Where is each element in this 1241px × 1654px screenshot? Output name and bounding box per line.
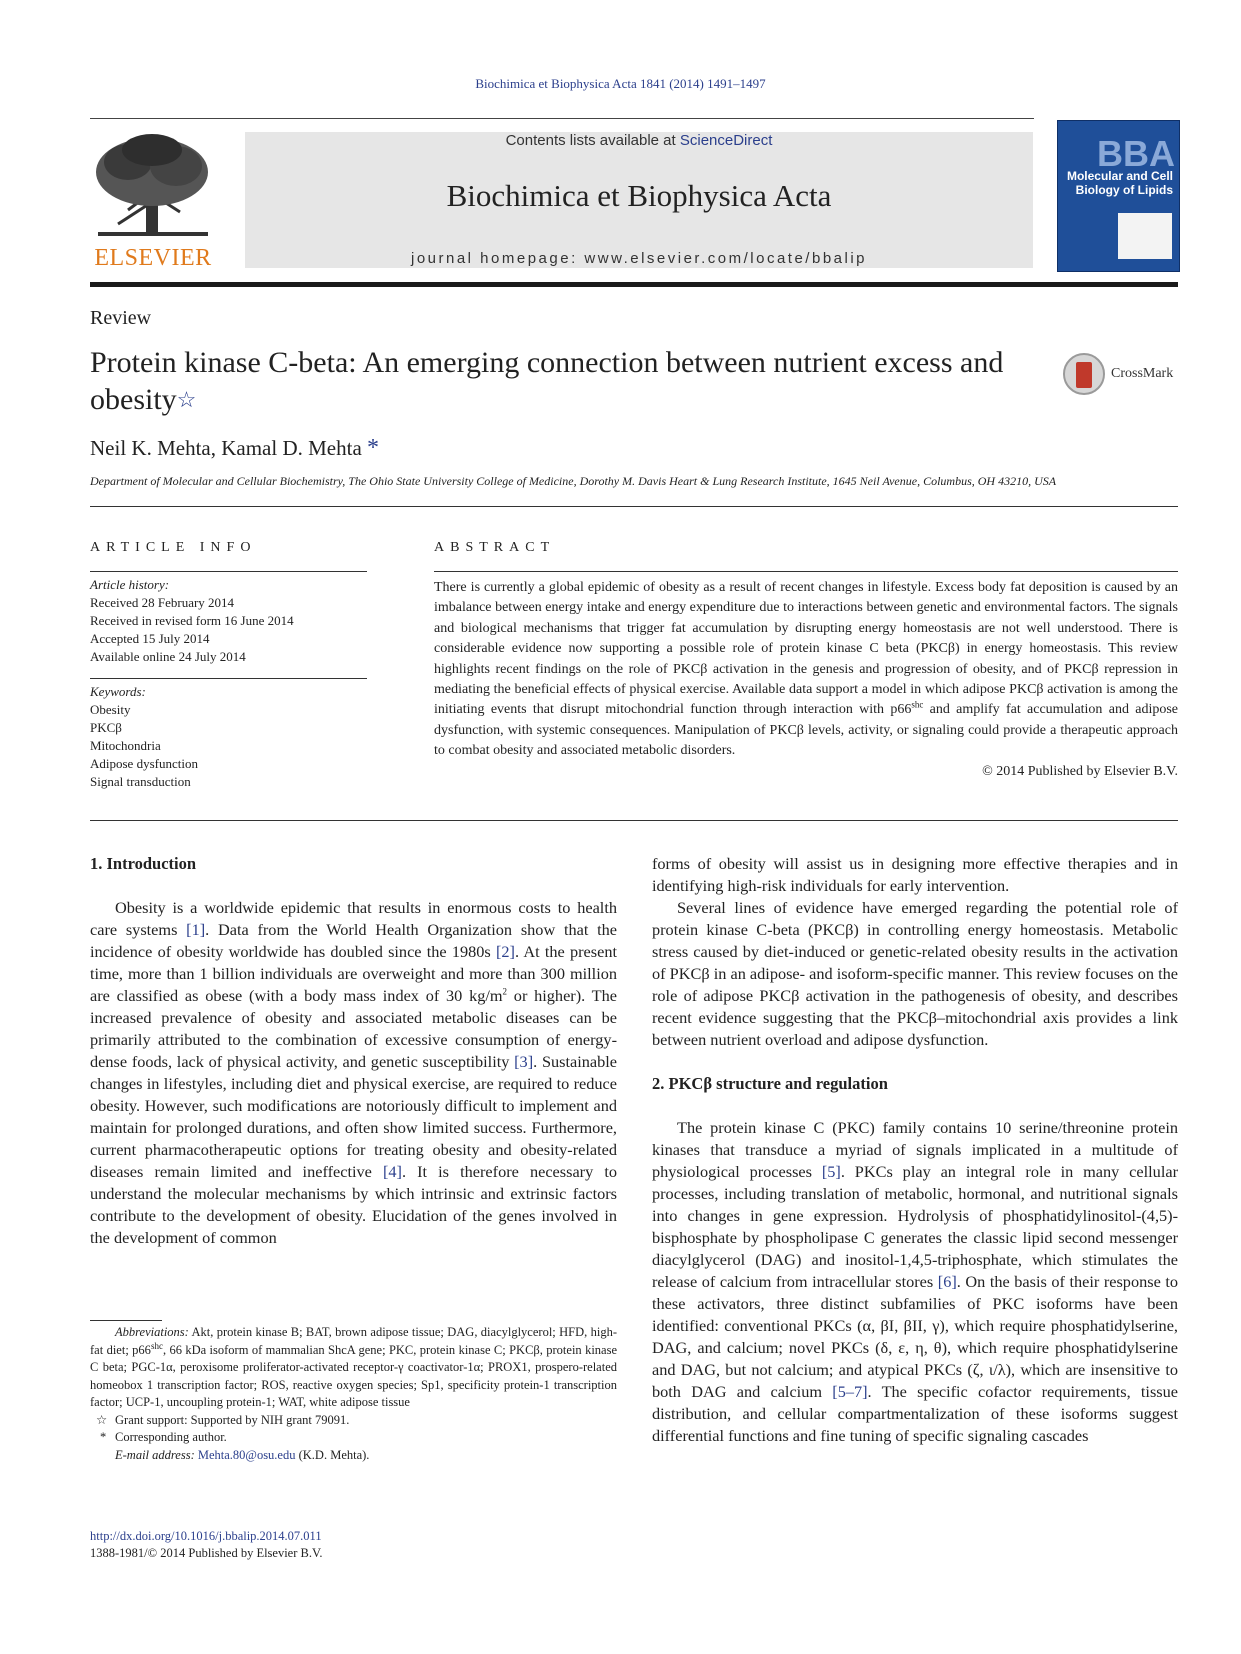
- history-item: Received 28 February 2014: [90, 595, 235, 610]
- grant-footnote: ☆ Grant support: Supported by NIH grant 79091.: [96, 1412, 350, 1427]
- authors-text: Neil K. Mehta, Kamal D. Mehta: [90, 436, 362, 460]
- email-footnote: E-mail address: Mehta.80@osu.edu (K.D. Mehta).: [115, 1447, 370, 1462]
- corresponding-footnote: * Corresponding author.: [100, 1430, 227, 1444]
- sciencedirect-link[interactable]: ScienceDirect: [679, 132, 773, 149]
- abstract-rule: [434, 571, 1178, 572]
- abstract-body: [434, 578, 1178, 782]
- article-type: Review: [90, 307, 152, 329]
- crossmark-icon: [1063, 353, 1105, 395]
- history-item: Available online 24 July 2014: [90, 649, 246, 664]
- cover-abbrev: BBA: [1097, 133, 1175, 174]
- keyword: Adipose dysfunction: [90, 756, 198, 771]
- crossmark-label: CrossMark: [1111, 366, 1174, 381]
- reference-link[interactable]: [5]: [821, 1162, 841, 1181]
- article-info-heading: ARTICLE INFO: [90, 540, 257, 555]
- email-link[interactable]: Mehta.80@osu.edu: [197, 1447, 296, 1462]
- journal-homepage[interactable]: journal homepage: www.elsevier.com/locate/bbalip: [410, 250, 868, 267]
- abstract-sup: shc: [911, 699, 924, 710]
- history-item: Received in revised form 16 June 2014: [90, 613, 294, 628]
- paragraph-continued: forms of obesity will assist us in designing more effective therapies and in identifying high-risk individuals for early intervention.: [652, 854, 1178, 895]
- elsevier-wordmark: ELSEVIER: [94, 245, 212, 271]
- keywords: [90, 683, 370, 791]
- abbreviations-footnote: Abbreviations: Akt, protein kinase B; BAT, brown adipose tissue; DAG, diacylglycerol; HFD, high-fat diet; $p66^{shc}$, 66 kDa isoform of mammalian ShcA gene; PKC, protein kinase C; PKCβ, protein kinase C beta; PGC-1α, peroxisome proliferator-activated receptor-γ coactivator-1α; PROX1, prospero-related homeobox 1 transcription factor; ROS, reactive oxygen species; Sp1, specificity protein-1 transcription factor; UCP-1, uncoupling protein-1; WAT, white adipose tissue: [90, 1325, 617, 1409]
- cover-figure: [1118, 213, 1172, 259]
- reference-link[interactable]: [5–7]: [832, 1382, 868, 1401]
- header-rule: [90, 118, 1034, 119]
- author-list: [90, 435, 379, 462]
- page-footer: [90, 1528, 323, 1562]
- keyword: Obesity: [90, 702, 131, 717]
- abstract-heading: ABSTRACT: [434, 540, 556, 555]
- doi-link[interactable]: http://dx.doi.org/10.1016/j.bbalip.2014.07.011: [90, 1529, 322, 1543]
- paragraph: Obesity is a worldwide epidemic that results in enormous costs to health care systems [1]. Data from the World Health Organization show that the incidence of obesity worldwide has doubled since the 1980s [2]. At the present time, more than 1 billion individuals are overweight and more than 300 million are classified as obese (with a body mass index of 30 $kg/m^2$ or higher). The increased prevalence of obesity and associated metabolic diseases can be primarily attributed to the combination of excessive consumption of energy-dense foods, lack of physical activity, and genetic susceptibility [3]. Sustainable changes in lifestyles, including diet and physical exercise, are required to reduce obesity. However, such modifications are notoriously difficult to implement and maintain for prolonged durations, and often show limited success. Furthermore, current pharmacotherapeutic options for treating obesity and obesity-related diseases remain limited and ineffective [4]. It is therefore necessary to understand the molecular mechanisms by which intrinsic and extrinsic factors contribute to the development of obesity. Elucidation of the genes involved in the development of common: [90, 898, 618, 1247]
- keyword: PKCβ: [90, 720, 122, 735]
- paragraph: Several lines of evidence have emerged regarding the potential role of protein kinase C-beta (PKCβ) in controlling energy homeostasis. Metabolic stress caused by diet-induced or genetic-related obesity results in the activation of PKCβ in an adipose- and isoform-specific manner. This review focuses on the role of adipose PKCβ activation in the pathogenesis of obesity, and describes recent evidence suggesting that the PKCβ–mitochondrial axis provides a link between nutrient overload and adipose dysfunction.: [652, 898, 1178, 1049]
- abstract-text: There is currently a global epidemic of obesity as a result of recent changes in lifestyle. Excess body fat deposition is caused by an imbalance between energy intake and energy expenditure due to interactions between genetic and environmental factors. The signals and biological mechanisms that trigger fat accumulation by disrupting energy homeostasis are not well understood. There is considerable evidence now supporting a possible role of protein kinase C beta (PKCβ) in energy homeostasis. This review highlights recent findings on the role of PKCβ activation in the genesis and progression of obesity, and of PKCβ repression in mediating the beneficial effects of physical exercise. Available data support a model in which adipose PKCβ activation is among the initiating events that disrupt mitochondrial function through interaction with p66: [434, 580, 1178, 718]
- footnotes: [90, 1324, 617, 1464]
- keyword: Signal transduction: [90, 774, 191, 789]
- journal-banner: [245, 132, 1033, 268]
- journal-cover[interactable]: [1057, 120, 1180, 272]
- keyword: Mitochondria: [90, 738, 161, 753]
- article-title-text: Protein kinase C-beta: An emerging connection between nutrient excess and obesity: [90, 346, 1004, 416]
- elsevier-logo: [88, 132, 218, 272]
- contents-line: [245, 132, 1033, 149]
- header-thick-rule: [90, 282, 1178, 287]
- affiliation: Department of Molecular and Cellular Biochemistry, The Ohio State University College of Medicine, Dorothy M. Davis Heart & Lung Research Institute, 1645 Neil Avenue, Columbus, OH 43210, USA: [90, 474, 1057, 488]
- abstract-bottom-rule: [90, 820, 1178, 821]
- copyright: © 2014 Published by Elsevier B.V.: [982, 763, 1178, 779]
- elsevier-tree-icon: [88, 132, 218, 240]
- reference-link[interactable]: [6]: [937, 1272, 957, 1291]
- article-title: [90, 344, 1030, 418]
- issn-line: 1388-1981/© 2014 Published by Elsevier B.V.: [90, 1546, 323, 1560]
- title-footnote-link[interactable]: ☆: [176, 387, 197, 412]
- history-label: Article history:: [90, 577, 170, 592]
- corresponding-author-link[interactable]: *: [367, 435, 380, 461]
- reference-link[interactable]: [4]: [382, 1162, 402, 1181]
- cover-subtitle: Molecular and Cell Biology of Lipids: [1066, 169, 1173, 197]
- keywords-rule: [90, 678, 367, 679]
- journal-title: Biochimica et Biophysica Acta: [446, 178, 832, 213]
- journal-citation[interactable]: Biochimica et Biophysica Acta 1841 (2014) 1491–1497: [475, 76, 766, 91]
- abstract-text-cont: and amplify fat accumulation and adipose dysfunction, with systemic consequences. Manipulation of PKCβ levels, activity, or signaling could provide a therapeutic approach to combat obesity and associated metabolic disorders.: [434, 702, 1178, 759]
- crossmark-badge[interactable]: [1063, 353, 1183, 397]
- section-heading-pkcb-structure: 2. PKCβ structure and regulation: [652, 1074, 888, 1093]
- reference-link[interactable]: [3]: [514, 1052, 534, 1071]
- reference-link[interactable]: [2]: [495, 942, 515, 961]
- article-info-rule: [90, 571, 367, 572]
- article-history: [90, 576, 370, 666]
- affiliation-rule: [90, 506, 1178, 507]
- section-heading-introduction: 1. Introduction: [90, 854, 197, 873]
- paragraph: The protein kinase C (PKC) family contains 10 serine/threonine protein kinases that transduce a myriad of signals implicated in a multitude of physiological processes [5]. PKCs play an integral role in many cellular processes, including translation of metabolic, hormonal, and nutritional signals into changes in gene expression. Hydrolysis of phosphatidylinositol-(4,5)-bisphosphate by phospholipase C generates the classic lipid second messenger diacylglycerol (DAG) and inositol-1,4,5-triphosphate, which stimulates the release of calcium from intracellular stores [6]. On the basis of their response to these activators, three distinct subfamilies of PKC isoforms have been identified: conventional PKCs (α, βI, βII, γ), which require phosphatidylserine, DAG, and calcium; novel PKCs (δ, ε, η, θ), which require phosphatidylserine and DAG, but not calcium; and atypical PKCs (ζ, ι/λ), which are insensitive to both DAG and calcium [5–7]. The specific cofactor requirements, tissue distribution, and cellular compartmentalization of these isoforms suggest differential functions and fine tuning of specific signaling cascades: [652, 1118, 1178, 1445]
- contents-prefix: Contents lists available at: [505, 132, 680, 149]
- keywords-label: Keywords:: [90, 684, 146, 699]
- introduction-body: [90, 897, 617, 1249]
- right-column-body: [652, 853, 1178, 1447]
- footnote-rule: [90, 1320, 162, 1321]
- reference-link[interactable]: [1]: [186, 920, 206, 939]
- history-item: Accepted 15 July 2014: [90, 631, 210, 646]
